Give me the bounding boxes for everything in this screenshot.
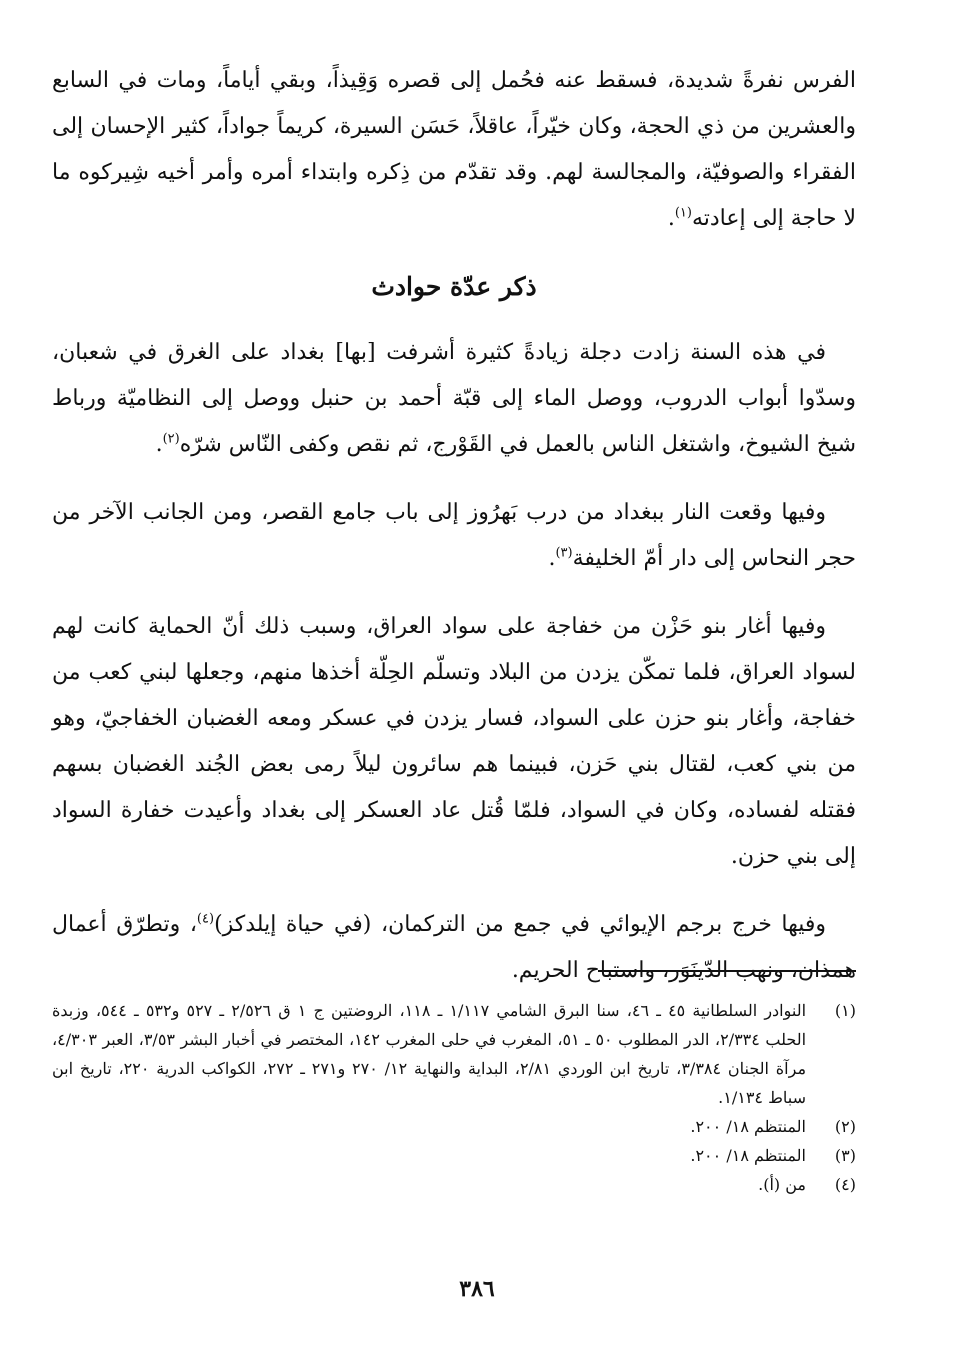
footnote-number: (٤) (834, 1175, 856, 1194)
footnote (52, 996, 856, 1112)
footnote-marker: (١) (674, 205, 692, 221)
paragraph-text: الفرس نفرةً شديدة، فسقط عنه فحُمل إلى قصره وَقِيذاً، وبقي أياماً، ومات في السابع والعشرين من ذي الحجة، وكان خيّراً، عاقلاً، حَسَن السيرة، كريماً جواداً، كثير الإحسان إلى الفقراء والصوفيّة، والمجالسة لهم. وقد تقدّم من ذِكره وابتداء أمره وأمر أخيه شِيركوه ما لا حاجة إلى إعادته (52, 68, 856, 231)
footnote-number: (٢) (834, 1117, 856, 1136)
paragraph-text: وفيها خرج برجم الإيوائي في جمع من التركمان، (في حياة إيلدكز) (214, 912, 827, 937)
paragraph-raid (52, 604, 856, 880)
paragraph-end: . (548, 546, 556, 571)
paragraph-flood (52, 330, 856, 468)
footnote-number: (٣) (834, 1146, 856, 1165)
paragraph-text: في هذه السنة زادت دجلة زيادةً كثيرة أشرفت [بها] بغداد على الغرق في شعبان، وسدّوا أبواب الدروب، ووصل الماء إلى قبّة أحمد بن حنبل ووصل إلى النظاميّة ورباط شيخ الشيوخ، واشتغل الناس بالعمل في القَوْرج، ثم نقص وكفى النّاس شرّه (52, 340, 856, 457)
footnote-marker: (٢) (162, 431, 180, 447)
paragraph-fire (52, 490, 856, 582)
footnote-marker: (٤) (196, 911, 215, 927)
footnote-text: المنتظم ١٨/ ٢٠٠. (690, 1146, 806, 1165)
footnote-number: (١) (834, 1001, 856, 1020)
footnote-text: المنتظم ١٨/ ٢٠٠. (690, 1117, 806, 1136)
paragraph-turkmen (52, 902, 856, 994)
page-number: ٣٨٦ (459, 1276, 495, 1302)
footnote (52, 1141, 856, 1170)
paragraph-end: . (730, 844, 738, 869)
section-heading: ذكر عدّة حوادث (371, 272, 537, 301)
paragraph-end: . (667, 206, 675, 231)
paragraph-end: ، وتطرّق أعمال همذان، ونهب الدّينَوَر، واستباح الحريم. (52, 912, 856, 983)
footnote (52, 1112, 856, 1141)
footnote-marker: (٣) (555, 545, 573, 561)
footnote-text: من (أ). (758, 1175, 806, 1194)
paragraph-continuation (52, 58, 856, 242)
footnotes (52, 996, 856, 1199)
paragraph-end: . (155, 432, 163, 457)
paragraph-text: وفيها أغار بنو حَزْن من خفاجة على سواد العراق، وسبب ذلك أنّ الحماية كانت لهم لسواد العراق، فلما تمكّن يزدن من البلاد وتسلّم الحِلّة أخذها منهم، وجعلها لبني كعب من خفاجة، وأغار بنو حزن على السواد، فسار يزدن في عسكر ومعه الغضبان الخفاجيّ، وهو من بني كعب، لقتال بني حَزن، فبينما هم سائرون ليلاً رمى بعض الجُند الغضبان بسهم فقتله لفساده، وكان في السواد، فلمّا قُتل عاد العسكر إلى بغداد وأعيدت خفارة السواد إلى بني حزن (52, 614, 856, 869)
main-text (52, 58, 856, 1016)
paragraph-text: وفيها وقعت النار ببغداد من درب بَهرُوز إلى باب جامع القصر، ومن الجانب الآخر من حجر النحاس إلى دار أمّ الخليفة (52, 500, 856, 571)
footnote-text: النوادر السلطانية ٤٥ ـ ٤٦، سنا البرق الشامي ١/١١٧ ـ ١١٨، الروضتين ج ١ ق ٢/٥٢٦ ـ ٥٢٧ و٥٣٢ ـ ٥٤٤، وزبدة الحلب ٢/٣٣٤، الدر المطلوب ٥٠ ـ ٥١، المغرب في حلى المغرب ١٤٢، المختصر في أخبار البشر ٣/٥٣، العبر ٤/٣٠٣، مرآة الجنان ٣/٣٨٤، تاريخ ابن الوردي ٢/٨١، البداية والنهاية ١٢/ ٢٧٠ و٢٧١ ـ ٢٧٢، الكواكب الدرية ٢٢٠، تاريخ ابن سباط ١/١٣٤. (52, 1001, 807, 1107)
footnote (52, 1170, 856, 1199)
footnote-divider (598, 970, 856, 972)
